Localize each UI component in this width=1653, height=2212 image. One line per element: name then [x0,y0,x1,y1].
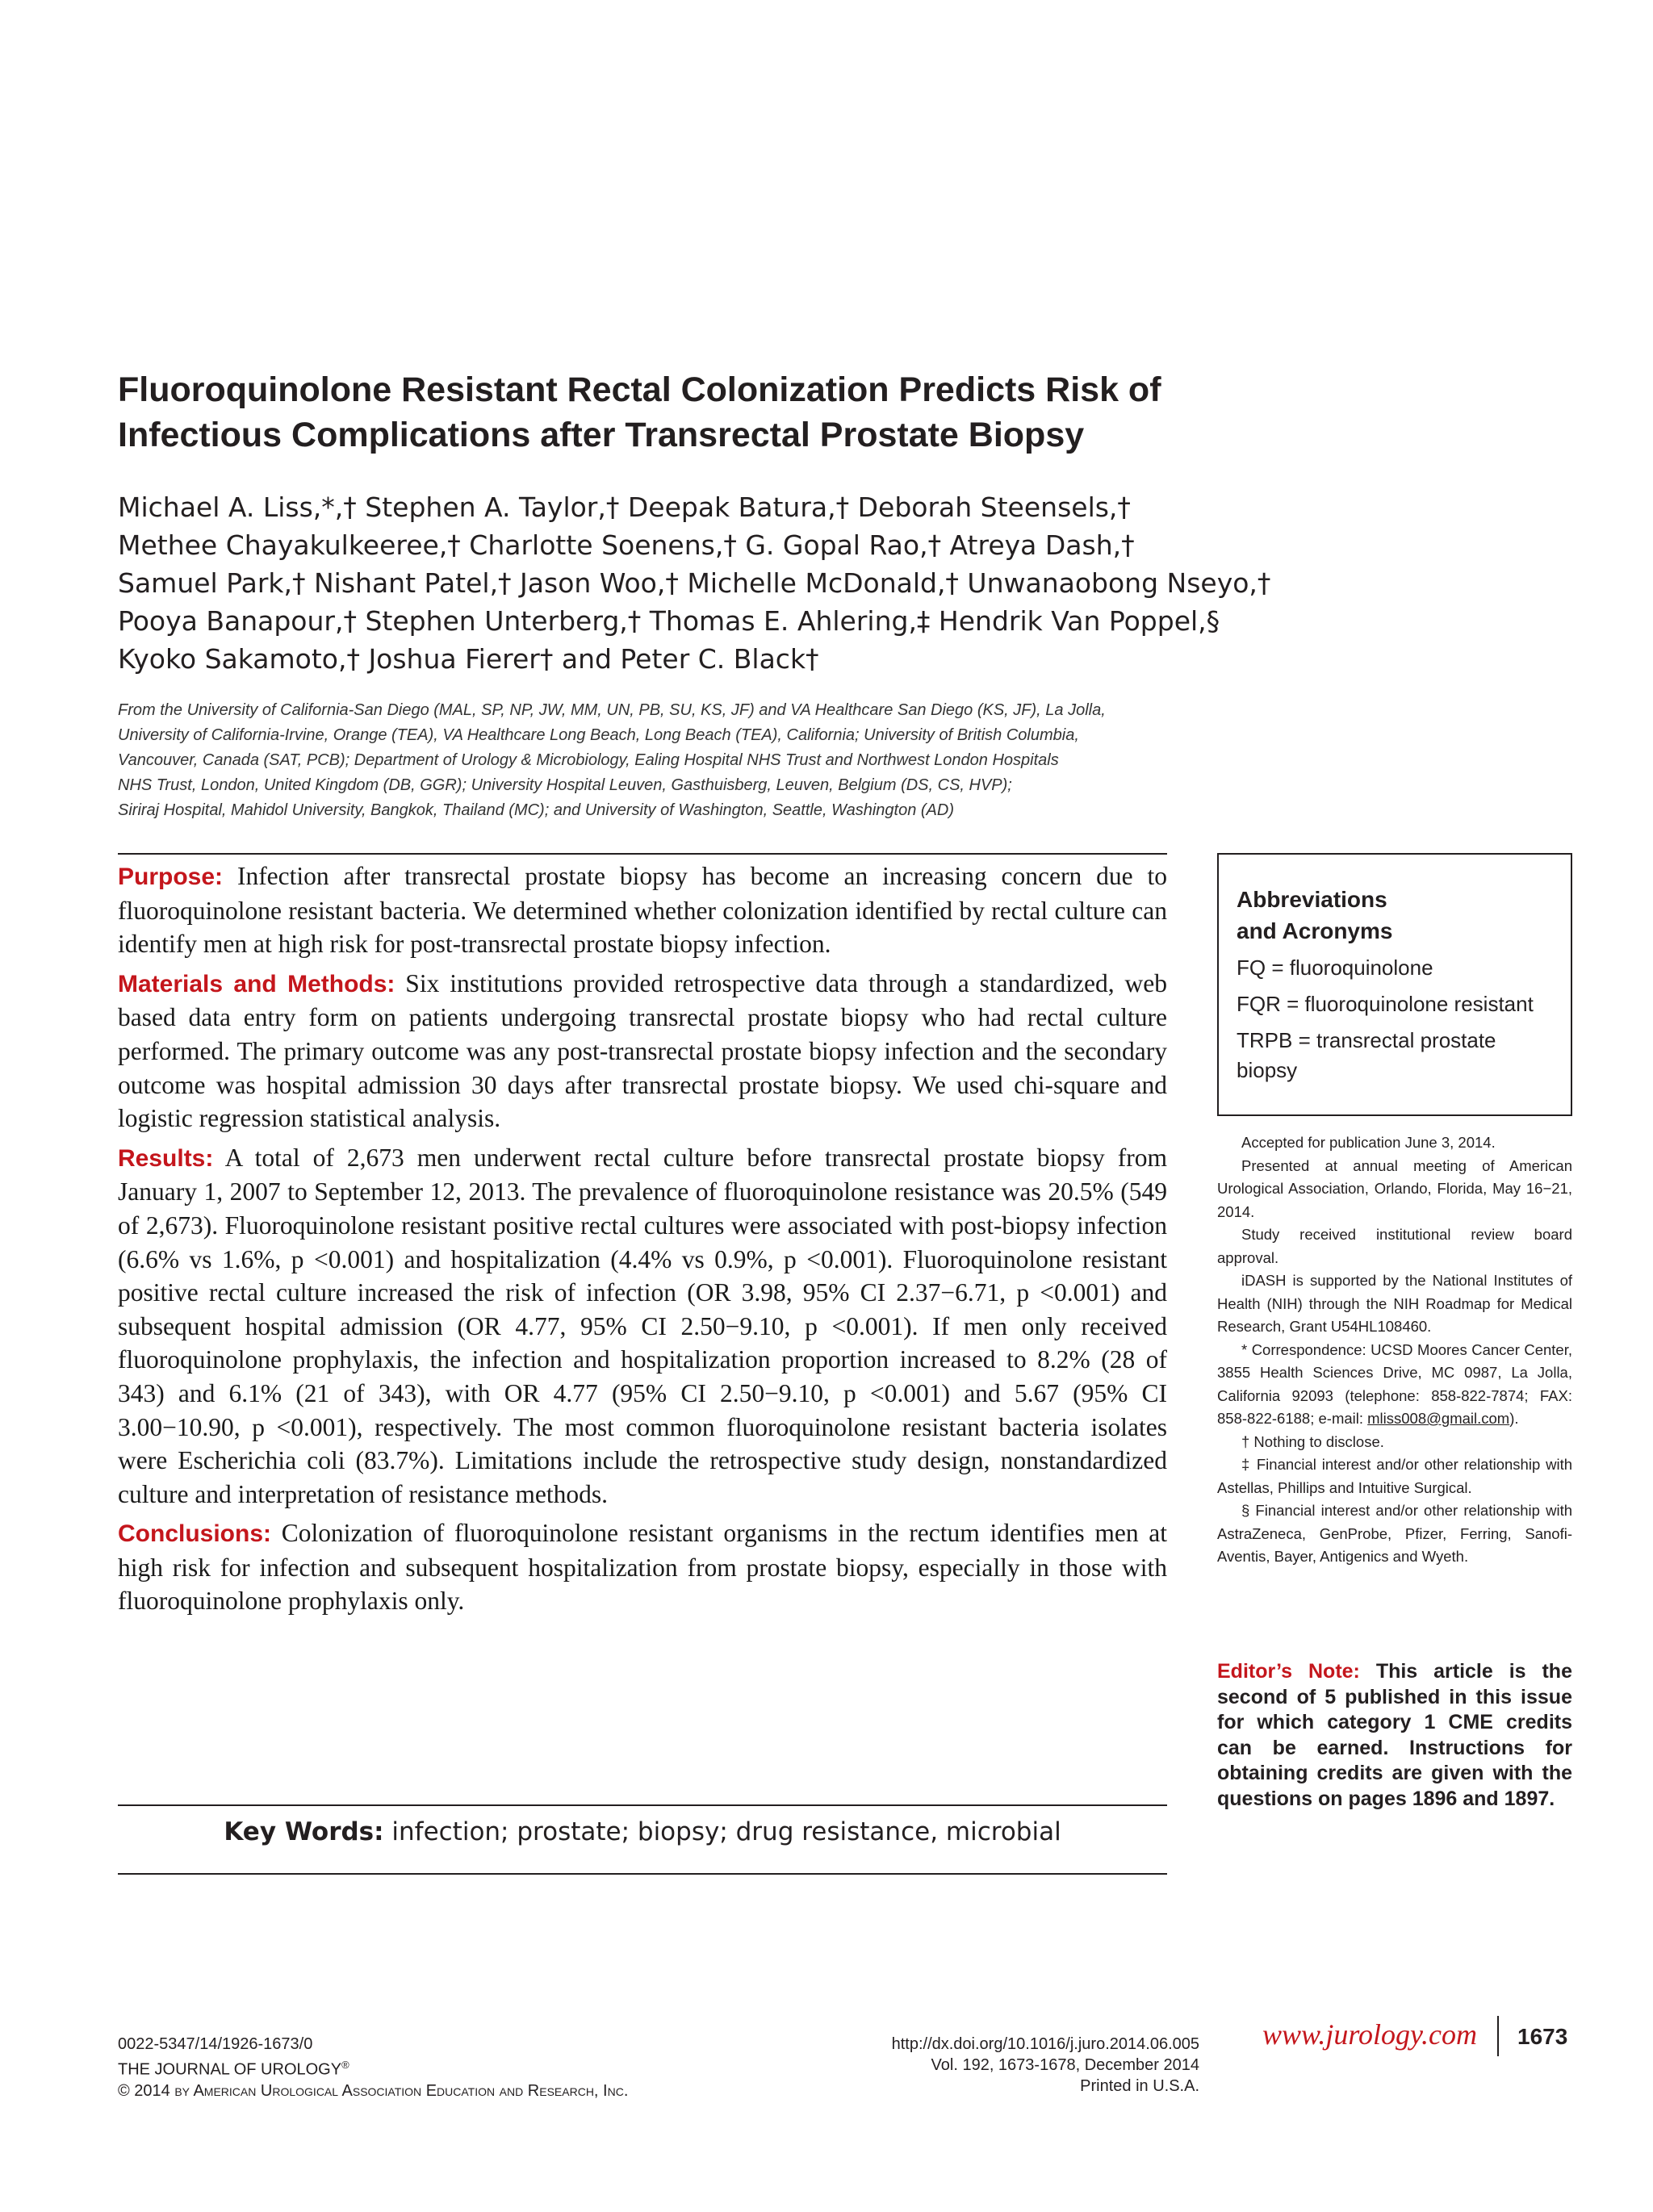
methods-heading: Materials and Methods: [118,970,395,997]
correspondence-text: * Correspondence: UCSD Moores Cancer Center, 3855 Health Sciences Drive, MC 0987, La Jolla, California 92093 (telephone: 858-822-7874; FAX: 858-822-6188; e-mail: [1217,1340,1572,1427]
abbreviations-title-line: and Acronyms [1237,918,1393,943]
correspondence-end: ). [1509,1410,1519,1427]
affiliation-line: Vancouver, Canada (SAT, PCB); Department of Urology & Microbiology, Ealing Hospital NHS Trust and Northwest London Hospitals [118,751,1059,769]
purpose-text: Infection after transrectal prostate biopsy has become an increasing concern due to fluoroquinolone resistant bacteria. We determined whether colonization identified by rectal culture can identify men at high risk for post-transrectal prostate biopsy infection. [118,862,1168,959]
conclusions-text: Colonization of fluoroquinolone resistant organisms in the rectum identifies men at high risk for infection and subsequent hospitalization from prostate biopsy, especially in those with fluoroquinolone prophylaxis only. [118,1519,1167,1616]
results-heading: Results: [118,1144,214,1172]
footer-copyright: © 2014 by American Urological Association Education and Research, Inc. [118,2081,629,2100]
note-correspondence [1217,1339,1572,1431]
affiliation-line: NHS Trust, London, United Kingdom (DB, GGR); University Hospital Leuven, Gasthuisberg, Leuven, Belgium (DS, CS, HVP); [118,776,1012,794]
footer-doi-link[interactable]: http://dx.doi.org/10.1016/j.juro.2014.06.005 [891,2035,1199,2053]
correspondence-email-link[interactable]: mliss008@gmail.com [1367,1410,1510,1427]
article-title [118,367,1409,458]
side-notes [1217,1131,1572,1569]
conclusions-heading: Conclusions: [118,1520,272,1548]
abstract-methods [118,967,1167,1135]
affiliations [118,698,1506,823]
footer-printed: Printed in U.S.A. [1080,2077,1199,2095]
methods-text: Six institutions provided retrospective data through a standardized, web based data entry form on patients undergoing transrectal prostate biopsy who had rectal culture performed. The primary outcome was any post-transrectal prostate biopsy infection and the secondary outcome was hospital admission 30 days after transrectal prostate biopsy. We used chi-square and logistic regression statistical analysis. [118,968,1168,1133]
results-text: A total of 2,673 men underwent rectal culture before transrectal prostate biopsy from January 1, 2007 to September 12, 2013. The prevalence of fluoroquinolone resistance was 20.5% (549 of 2,673). Fluoroquinolone resistant positive rectal cultures were associated with post-biopsy infection (6.6% vs 1.6%, p <0.001) and hospitalization (4.4% vs 0.9%, p <0.001). Fluoroquinolone resistant positive rectal culture increased the risk of infection (OR 3.98, 95% CI 2.37−6.71, p <0.001) and subsequent hospital admission (OR 4.77, 95% CI 2.50−9.10, p <0.001). If men only received fluoroquinolone prophylaxis, the infection and hospitalization proportion increased to 8.2% (28 of 343) and 6.1% (21 of 343), with OR 4.77 (95% CI 2.50−9.10, p <0.001) and 5.67 (95% CI 3.00−10.90, p <0.001), respectively. The most common fluoroquinolone resistant bacteria isolates were Escherichia coli (83.7%). Limitations include the retrospective study design, nonstandardized culture and interpretation of resistance methods. [118,1143,1167,1508]
keywords-top-rule [118,1804,1167,1806]
registered-mark: ® [341,2059,349,2071]
author-line: Samuel Park,† Nishant Patel,† Jason Woo,† Michelle McDonald,† Unwanaobong Nseyo,† [118,567,1271,599]
journal-website-link[interactable]: www.jurology.com [1262,2018,1477,2051]
editors-note-text: This article is the second of 5 published in this issue for which category 1 CME credits can be earned. Instructions for obtaining credits are given with the questions on pages 1896 and 1897. [1217,1660,1572,1810]
note-double-dagger: ‡ Financial interest and/or other relationship with Astellas, Phillips and Intuitive Surgical. [1217,1456,1572,1496]
note-presented: Presented at annual meeting of American Urological Association, Orlando, Florida, May 16−21, 2014. [1217,1156,1572,1220]
author-line: Pooya Banapour,† Stephen Unterberg,† Thomas E. Ahlering,‡ Hendrik Van Poppel,§ [118,605,1220,637]
author-line: Methee Chayakulkeeree,† Charlotte Soenens,† G. Gopal Rao,† Atreya Dash,† [118,529,1135,561]
editors-note-heading: Editor’s Note: [1217,1660,1360,1683]
footer-middle [710,2034,1199,2097]
footer-issn: 0022-5347/14/1926-1673/0 [118,2035,313,2053]
affiliation-line: From the University of California-San Diego (MAL, SP, NP, JW, MM, UN, PB, SU, KS, JF) and VA Healthcare San Diego (KS, JF), La Jolla, [118,701,1106,719]
key-words-text: infection; prostate; biopsy; drug resistance, microbial [391,1817,1061,1846]
note-funding: iDASH is supported by the National Institutes of Health (NIH) through the NIH Roadmap for Medical Research, Grant U54HL108460. [1217,1272,1572,1335]
keywords-bottom-rule [118,1873,1167,1875]
key-words [118,1817,1167,1846]
abstract [118,859,1167,1624]
page-number: 1673 [1517,2024,1568,2049]
footer-volume: Vol. 192, 1673-1678, December 2014 [931,2056,1199,2074]
author-line: Michael A. Liss,*,† Stephen A. Taylor,† Deepak Batura,† Deborah Steensels,† [118,491,1131,523]
footer-divider [1497,2016,1499,2056]
abstract-purpose [118,859,1167,961]
note-irb: Study received institutional review board approval. [1217,1226,1572,1266]
author-list [118,488,1490,678]
title-line-2: Infectious Complications after Transrectal Prostate Biopsy [118,416,1085,454]
abbreviation-item: TRPB = transrectal prostate biopsy [1237,1028,1496,1082]
abstract-results [118,1141,1167,1512]
abbreviation-item: FQ = fluoroquinolone [1237,955,1433,980]
abbreviations-box [1217,853,1572,1116]
abbreviations-title [1237,884,1571,947]
affiliation-line: Siriraj Hospital, Mahidol University, Bangkok, Thailand (MC); and University of Washington, Seattle, Washington (AD) [118,801,954,819]
abstract-top-rule [118,853,1167,855]
abstract-conclusions [118,1516,1167,1618]
note-dagger: † Nothing to disclose. [1241,1432,1384,1450]
editors-note [1217,1659,1572,1812]
key-words-heading: Key Words: [224,1817,384,1846]
author-line: Kyoko Sakamoto,† Joshua Fierer† and Peter C. Black† [118,643,819,675]
abbreviations-title-line: Abbreviations [1237,887,1387,912]
affiliation-line: University of California-Irvine, Orange (TEA), VA Healthcare Long Beach, Long Beach (TEA), California; University of British Columbia, [118,726,1079,744]
abbreviation-item: FQR = fluoroquinolone resistant [1237,992,1534,1016]
note-section: § Financial interest and/or other relationship with AstraZeneca, GenProbe, Pfizer, Ferring, Sanofi-Aventis, Bayer, Antigenics and Wyeth. [1217,1502,1572,1565]
purpose-heading: Purpose: [118,863,224,890]
note-accepted: Accepted for publication June 3, 2014. [1241,1134,1496,1151]
journal-name: THE JOURNAL OF UROLOGY [118,2060,342,2079]
title-line-1: Fluoroquinolone Resistant Rectal Colonization Predicts Risk of [118,370,1161,409]
